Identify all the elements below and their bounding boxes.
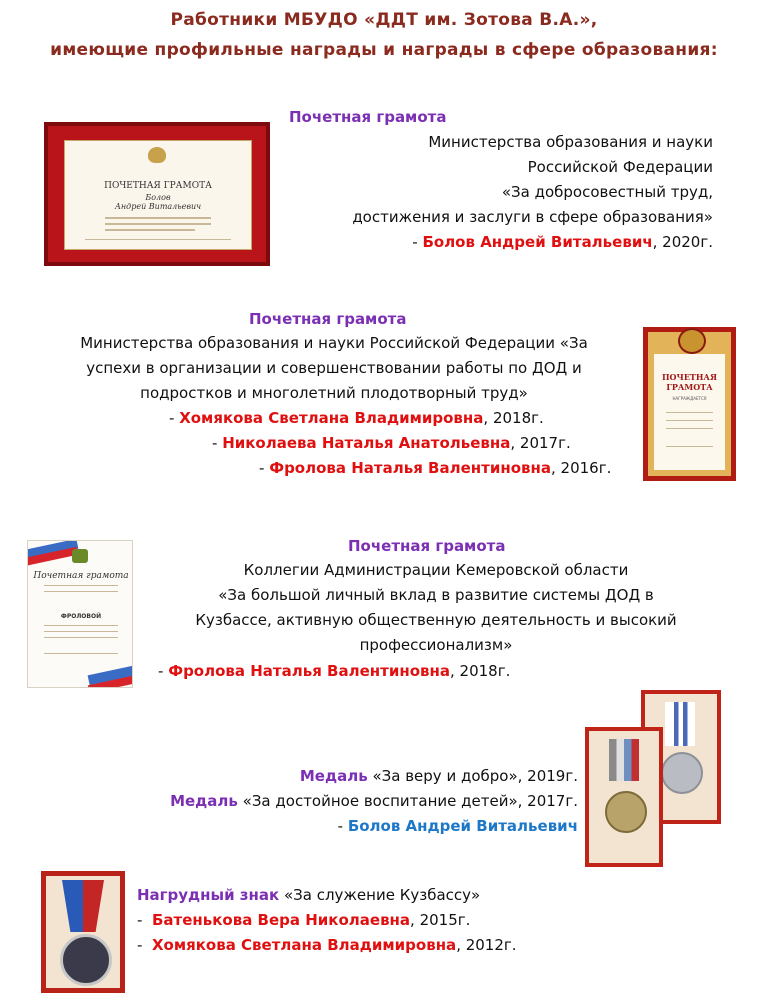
award3-line: «За большой личный вклад в развитие системы ДОД в — [218, 586, 654, 604]
recipient-name: Фролова Наталья Валентиновна — [168, 662, 450, 680]
recipient-name: Хомякова Светлана Владимировна — [151, 936, 457, 954]
recipient-year: , 2018г. — [449, 662, 511, 680]
certificate-name1: Болов — [145, 193, 171, 202]
recipient-name: Николаева Наталья Анатольевна — [222, 434, 511, 452]
award1-line: «За добросовестный труд, — [501, 183, 713, 201]
badge-image — [41, 871, 125, 993]
award2-recipient-3 — [259, 456, 611, 481]
certificate-heading: Почетная грамота — [33, 571, 129, 581]
dash: - — [137, 911, 152, 929]
dash: - — [212, 434, 223, 452]
recipient-year: , 2018г. — [483, 409, 544, 427]
award5-recipient-2 — [137, 933, 517, 958]
award4-text — [120, 764, 578, 839]
badge-label: Нагрудный знак — [137, 886, 280, 904]
award1-recipient — [250, 230, 713, 255]
award3-recipient — [158, 659, 510, 684]
recipient-name: Болов Андрей Витальевич — [347, 817, 578, 835]
badge-line — [137, 883, 517, 908]
medal-text: «За веру и добро», 2019г. — [367, 767, 578, 785]
medal-line-2 — [120, 789, 578, 814]
recipient-year: , 2015г. — [410, 911, 471, 929]
award1-line: Министерства образования и науки — [428, 133, 713, 151]
award2-line: подростков и многолетний плодотворный труд» — [140, 384, 528, 402]
emblem-icon — [72, 549, 88, 563]
award5-recipient-1 — [137, 908, 517, 933]
certificate-image-3 — [27, 540, 133, 688]
certificate-heading2: ГРАМОТА — [666, 382, 713, 392]
certificate-name2: Андрей Витальевич — [114, 202, 202, 211]
emblem-icon — [678, 328, 706, 354]
award2-recipient-1 — [169, 406, 544, 431]
dash: - — [412, 233, 423, 251]
award3-line: профессионализм» — [359, 636, 513, 654]
award1-text — [250, 130, 713, 255]
emblem-icon — [148, 147, 166, 163]
certificate-image-2 — [643, 327, 736, 481]
certificate-image-1 — [44, 122, 270, 266]
award3-line: Коллегии Администрации Кемеровской области — [243, 561, 629, 579]
medal-label: Медаль — [170, 792, 238, 810]
award3-line: Кузбассе, активную общественную деятельность и высокий — [195, 611, 677, 629]
award5-text — [137, 883, 517, 958]
award2-header: Почетная грамота — [249, 310, 407, 328]
badge-text: «За служение Кузбассу» — [279, 886, 481, 904]
recipient-year: , 2012г. — [456, 936, 517, 954]
award2-recipient-2 — [212, 431, 571, 456]
medal-text: «За достойное воспитание детей», 2017г. — [237, 792, 578, 810]
award3-text — [158, 558, 714, 658]
certificate-name: ФРОЛОВОЙ — [60, 613, 102, 620]
award2-text — [42, 331, 626, 406]
recipient-name: Болов Андрей Витальевич — [422, 233, 653, 251]
award4-recipient — [120, 814, 578, 839]
certificate-sub: НАГРАЖДАЕТСЯ — [672, 396, 707, 401]
award1-line: достижения и заслуги в сфере образования» — [352, 208, 713, 226]
dash: - — [337, 817, 348, 835]
page-subtitle: имеющие профильные награды и награды в сфере образования: — [50, 40, 718, 60]
recipient-name: Хомякова Светлана Владимировна — [179, 409, 484, 427]
award2-line: Министерства образования и науки Российской Федерации «За — [80, 334, 588, 352]
medal-line-1 — [120, 764, 578, 789]
certificate-heading1: ПОЧЕТНАЯ — [661, 372, 717, 382]
recipient-year: , 2016г. — [550, 459, 612, 477]
award1-header: Почетная грамота — [289, 108, 447, 126]
dash: - — [169, 409, 180, 427]
dash: - — [259, 459, 270, 477]
recipient-year: , 2017г. — [510, 434, 571, 452]
medal-label: Медаль — [299, 767, 368, 785]
dash: - — [158, 662, 169, 680]
award3-header: Почетная грамота — [348, 537, 506, 555]
award1-line: Российской Федерации — [527, 158, 713, 176]
certificate-heading: ПОЧЕТНАЯ ГРАМОТА — [104, 181, 212, 191]
award2-line: успехи в организации и совершенствовании работы по ДОД и — [86, 359, 582, 377]
recipient-name: Батенькова Вера Николаевна — [151, 911, 411, 929]
dash: - — [137, 936, 152, 954]
page-title: Работники МБУДО «ДДТ им. Зотова В.А.», — [170, 10, 598, 30]
medal-image-2 — [585, 727, 663, 867]
recipient-year: , 2020г. — [652, 233, 713, 251]
recipient-name: Фролова Наталья Валентиновна — [269, 459, 551, 477]
